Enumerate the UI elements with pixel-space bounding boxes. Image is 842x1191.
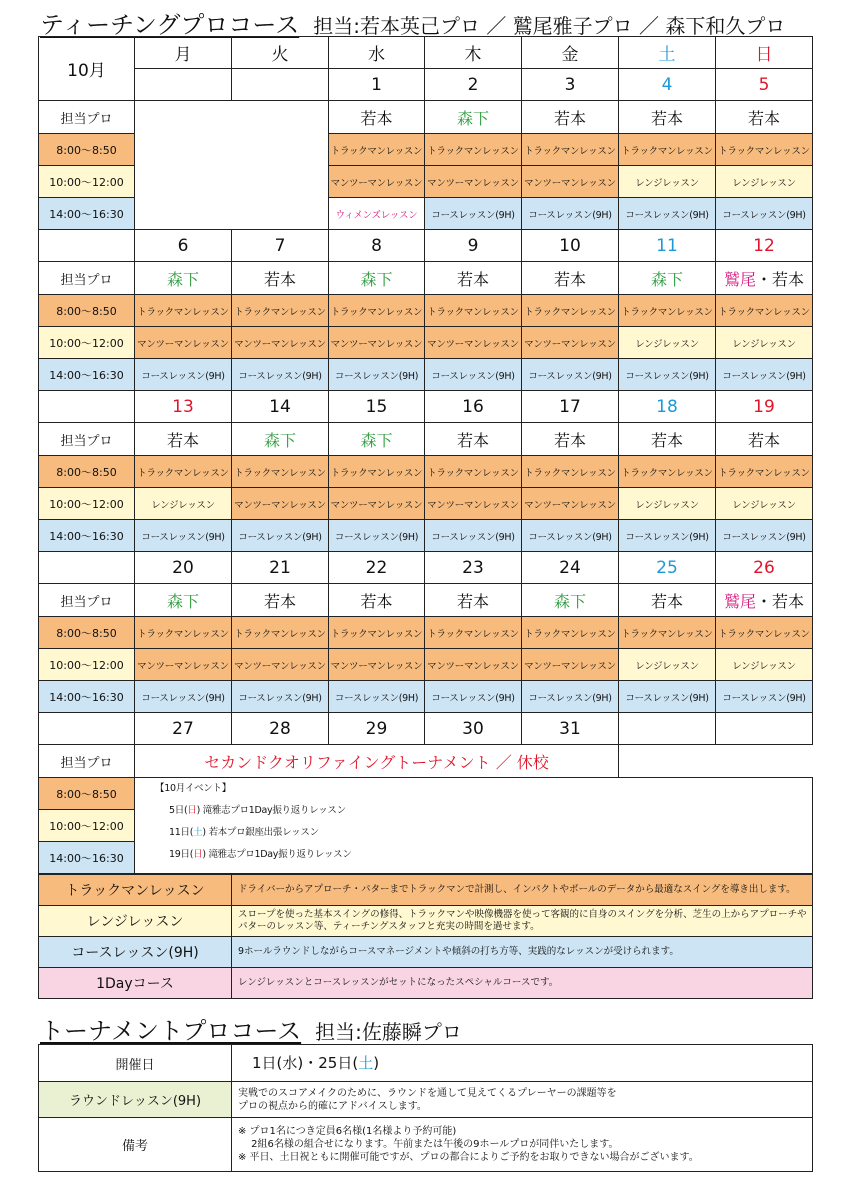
weekday-tue: 火 — [232, 37, 329, 69]
weekday-wed: 水 — [329, 37, 425, 69]
pro-cell: 森下 — [232, 423, 329, 456]
legend-trackman-desc: ドライバーからアプローチ・パターまでトラックマンで計測し、インパクトやボールのデータから最適なスイングを導き出します。 — [232, 875, 813, 906]
pro-cell: 森下 — [135, 262, 232, 295]
lesson-cell: コースレッスン(9H) — [135, 681, 232, 713]
notes-text — [232, 1118, 813, 1172]
day-10: 10 — [522, 230, 619, 262]
day-empty — [232, 69, 329, 101]
lesson-cell: マンツーマンレッスン — [329, 166, 425, 198]
tournament-course-header — [40, 1011, 462, 1046]
lesson-cell: トラックマンレッスン — [425, 295, 522, 327]
blank-area — [135, 101, 329, 230]
tournament-staff: 担当:佐藤瞬プロ — [315, 1020, 462, 1044]
lesson-cell: トラックマンレッスン — [232, 295, 329, 327]
teaching-course-title: ティーチングプロコース — [40, 11, 300, 39]
lesson-cell: レンジレッスン — [716, 166, 813, 198]
row-label-slot2: 10:00～12:00 — [39, 166, 135, 198]
lesson-cell: コースレッスン(9H) — [425, 359, 522, 391]
pro-cell: 若本 — [619, 423, 716, 456]
day-13: 13 — [135, 391, 232, 423]
event-item — [155, 822, 812, 844]
legend-1day: 1Dayコース — [39, 968, 232, 999]
lesson-cell: マンツーマンレッスン — [522, 327, 619, 359]
lesson-cell: コースレッスン(9H) — [716, 681, 813, 713]
lesson-cell: コースレッスン(9H) — [425, 681, 522, 713]
lesson-cell: トラックマンレッスン — [522, 617, 619, 649]
lesson-cell: コースレッスン(9H) — [232, 681, 329, 713]
lesson-cell: トラックマンレッスン — [619, 617, 716, 649]
note-line: ※ 平日、土日祝ともに開催可能ですが、プロの都合によりご予約をお取りできない場合がございます。 — [238, 1152, 699, 1163]
day-5: 5 — [716, 69, 813, 101]
pro-wakamoto: ・若本 — [756, 591, 805, 611]
lesson-cell: トラックマンレッスン — [135, 456, 232, 488]
row-label-slot1: 8:00～8:50 — [39, 134, 135, 166]
round-lesson-desc — [232, 1082, 813, 1118]
legend-course-desc: 9ホールラウンドしながらコースマネージメントや傾斜の打ち方等、実践的なレッスンが受けられます。 — [232, 937, 813, 968]
legend-1day-desc: レンジレッスンとコースレッスンがセットになったスペシャルコースです。 — [232, 968, 813, 999]
pro-cell: 森下 — [425, 101, 522, 134]
day-27: 27 — [135, 713, 232, 745]
date-saturday: 土 — [358, 1053, 374, 1072]
row-label-slot1: 8:00～8:50 — [39, 295, 135, 327]
day-29: 29 — [329, 713, 425, 745]
closed-notice: セカンドクオリファイングトーナメント ／ 休校 — [135, 745, 619, 778]
pro-cell: 若本 — [522, 262, 619, 295]
day-1: 1 — [329, 69, 425, 101]
lesson-cell: トラックマンレッスン — [425, 617, 522, 649]
lesson-cell: マンツーマンレッスン — [232, 649, 329, 681]
pro-cell: 若本 — [232, 262, 329, 295]
day-21: 21 — [232, 552, 329, 584]
row-label-slot3: 14:00～16:30 — [39, 842, 135, 874]
lesson-cell: トラックマンレッスン — [716, 617, 813, 649]
lesson-cell: レンジレッスン — [619, 327, 716, 359]
lesson-cell: トラックマンレッスン — [329, 295, 425, 327]
day-24: 24 — [522, 552, 619, 584]
lesson-cell: レンジレッスン — [716, 488, 813, 520]
day-30: 30 — [425, 713, 522, 745]
pro-cell: 森下 — [329, 423, 425, 456]
lesson-cell: レンジレッスン — [716, 327, 813, 359]
day-7: 7 — [232, 230, 329, 262]
lesson-cell: マンツーマンレッスン — [522, 488, 619, 520]
row-label-pro: 担当プロ — [39, 745, 135, 778]
lesson-cell: マンツーマンレッスン — [425, 649, 522, 681]
pro-cell: 若本 — [329, 584, 425, 617]
day-empty — [716, 713, 813, 745]
pro-cell: 若本 — [329, 101, 425, 134]
day-9: 9 — [425, 230, 522, 262]
event-weekday: 日 — [187, 805, 197, 816]
row-label-pro: 担当プロ — [39, 101, 135, 134]
row-label-slot3: 14:00～16:30 — [39, 359, 135, 391]
row-label-pro: 担当プロ — [39, 423, 135, 456]
row-label-slot2: 10:00～12:00 — [39, 327, 135, 359]
blank-cell — [619, 745, 813, 778]
lesson-cell: マンツーマンレッスン — [135, 327, 232, 359]
row-label-slot1: 8:00～8:50 — [39, 617, 135, 649]
lesson-cell: トラックマンレッスン — [522, 456, 619, 488]
pro-cell: 森下 — [619, 262, 716, 295]
day-22: 22 — [329, 552, 425, 584]
row-label-slot1: 8:00～8:50 — [39, 456, 135, 488]
lesson-cell: コースレッスン(9H) — [425, 520, 522, 552]
day-18: 18 — [619, 391, 716, 423]
pro-cell: 若本 — [425, 584, 522, 617]
day-label-empty — [39, 713, 135, 745]
lesson-cell: マンツーマンレッスン — [329, 649, 425, 681]
row-label-pro: 担当プロ — [39, 584, 135, 617]
pro-cell: 若本 — [716, 423, 813, 456]
pro-cell: 森下 — [522, 584, 619, 617]
pro-cell: 若本 — [232, 584, 329, 617]
date-label: 開催日 — [39, 1045, 232, 1082]
teaching-course-header — [40, 5, 785, 40]
lesson-cell: マンツーマンレッスン — [329, 488, 425, 520]
lesson-cell: トラックマンレッスン — [716, 456, 813, 488]
lesson-cell: コースレッスン(9H) — [522, 520, 619, 552]
day-11: 11 — [619, 230, 716, 262]
legend-trackman: トラックマンレッスン — [39, 875, 232, 906]
pro-cell: 森下 — [135, 584, 232, 617]
pro-cell — [716, 584, 813, 617]
lesson-cell: トラックマンレッスン — [329, 134, 425, 166]
lesson-cell: トラックマンレッスン — [716, 134, 813, 166]
lesson-cell: トラックマンレッスン — [522, 295, 619, 327]
event-text: 滝雅志プロ1Day振り返りレッスン — [202, 805, 346, 816]
date-value — [232, 1045, 813, 1082]
weekday-sun: 日 — [716, 37, 813, 69]
note-line: ※ プロ1名につき定員6名様(1名様より予約可能) — [238, 1126, 457, 1137]
pro-cell: 若本 — [619, 584, 716, 617]
pro-washio: 鷲尾 — [723, 591, 756, 611]
row-label-slot2: 10:00～12:00 — [39, 488, 135, 520]
pro-cell: 若本 — [716, 101, 813, 134]
event-date-end: ) — [196, 805, 200, 816]
lesson-cell: レンジレッスン — [619, 488, 716, 520]
lesson-cell: コースレッスン(9H) — [619, 681, 716, 713]
day-15: 15 — [329, 391, 425, 423]
october-events — [135, 778, 813, 874]
lesson-cell: トラックマンレッスン — [619, 456, 716, 488]
lesson-cell: コースレッスン(9H) — [329, 681, 425, 713]
day-label-empty — [39, 230, 135, 262]
lesson-cell: コースレッスン(9H) — [619, 359, 716, 391]
lesson-cell: コースレッスン(9H) — [522, 359, 619, 391]
lesson-cell: マンツーマンレッスン — [135, 649, 232, 681]
lesson-cell: コースレッスン(9H) — [619, 520, 716, 552]
row-label-slot2: 10:00～12:00 — [39, 649, 135, 681]
pro-cell: 森下 — [329, 262, 425, 295]
pro-wakamoto: ・若本 — [756, 269, 805, 289]
event-date-end: ) — [202, 849, 206, 860]
lesson-cell: マンツーマンレッスン — [425, 166, 522, 198]
lesson-cell: トラックマンレッスン — [232, 617, 329, 649]
day-23: 23 — [425, 552, 522, 584]
day-3: 3 — [522, 69, 619, 101]
round-desc-line: 実戦でのスコアメイクのために、ラウンドを通して見えてくるプレーヤーの課題等を — [238, 1087, 617, 1099]
lesson-cell: トラックマンレッスン — [522, 134, 619, 166]
lesson-cell: マンツーマンレッスン — [522, 166, 619, 198]
round-desc-line: プロの視点から的確にアドバイスします。 — [238, 1100, 427, 1112]
weekday-sat: 土 — [619, 37, 716, 69]
event-date: 19日( — [169, 849, 194, 860]
event-text: 滝雅志プロ1Day振り返りレッスン — [208, 849, 352, 860]
pro-washio: 鷲尾 — [723, 269, 756, 289]
lesson-cell: ウィメンズレッスン — [329, 198, 425, 230]
day-empty — [619, 713, 716, 745]
tournament-course-title: トーナメントプロコース — [40, 1017, 302, 1045]
day-28: 28 — [232, 713, 329, 745]
lesson-cell: コースレッスン(9H) — [716, 520, 813, 552]
lesson-cell: コースレッスン(9H) — [716, 198, 813, 230]
weekday-mon: 月 — [135, 37, 232, 69]
lesson-cell: コースレッスン(9H) — [232, 520, 329, 552]
weekday-thu: 木 — [425, 37, 522, 69]
legend-course: コースレッスン(9H) — [39, 937, 232, 968]
events-title: 【10月イベント】 — [155, 783, 231, 794]
day-2: 2 — [425, 69, 522, 101]
lesson-cell: マンツーマンレッスン — [232, 488, 329, 520]
lesson-cell: コースレッスン(9H) — [522, 198, 619, 230]
lesson-cell: コースレッスン(9H) — [619, 198, 716, 230]
lesson-cell: コースレッスン(9H) — [135, 359, 232, 391]
lesson-cell: トラックマンレッスン — [329, 456, 425, 488]
legend-range: レンジレッスン — [39, 906, 232, 937]
event-item — [155, 800, 812, 822]
day-20: 20 — [135, 552, 232, 584]
note-line: 2組6名様の組合せになります。午前または午後の9ホールプロが同伴いたします。 — [238, 1139, 619, 1150]
lesson-cell: コースレッスン(9H) — [522, 681, 619, 713]
lesson-cell: マンツーマンレッスン — [425, 488, 522, 520]
day-4: 4 — [619, 69, 716, 101]
day-6: 6 — [135, 230, 232, 262]
event-weekday: 土 — [193, 827, 203, 838]
row-label-slot3: 14:00～16:30 — [39, 681, 135, 713]
date-text: 1日(水)・25日( — [252, 1053, 359, 1072]
lesson-cell: マンツーマンレッスン — [522, 649, 619, 681]
lesson-cell: コースレッスン(9H) — [232, 359, 329, 391]
pro-cell: 若本 — [522, 101, 619, 134]
row-label-pro: 担当プロ — [39, 262, 135, 295]
row-label-slot2: 10:00～12:00 — [39, 810, 135, 842]
date-text-end: ) — [373, 1053, 380, 1072]
lesson-cell: トラックマンレッスン — [619, 295, 716, 327]
row-label-slot1: 8:00～8:50 — [39, 778, 135, 810]
pro-cell: 若本 — [135, 423, 232, 456]
day-12: 12 — [716, 230, 813, 262]
event-text: 若本プロ銀座出張レッスン — [208, 827, 319, 838]
day-empty — [135, 69, 232, 101]
event-weekday: 日 — [193, 849, 203, 860]
month-label: 10月 — [39, 37, 135, 101]
teaching-staff: 担当:若本英己プロ ／ 鷲尾雅子プロ ／ 森下和久プロ — [313, 14, 786, 38]
lesson-cell: トラックマンレッスン — [425, 456, 522, 488]
lesson-cell: コースレッスン(9H) — [329, 520, 425, 552]
lesson-cell: トラックマンレッスン — [619, 134, 716, 166]
lesson-cell: コースレッスン(9H) — [329, 359, 425, 391]
day-26: 26 — [716, 552, 813, 584]
pro-cell: 若本 — [522, 423, 619, 456]
lesson-legend — [38, 874, 813, 999]
day-14: 14 — [232, 391, 329, 423]
lesson-cell: レンジレッスン — [716, 649, 813, 681]
lesson-cell: トラックマンレッスン — [329, 617, 425, 649]
lesson-cell: コースレッスン(9H) — [425, 198, 522, 230]
lesson-cell: レンジレッスン — [619, 649, 716, 681]
event-date: 11日( — [169, 827, 194, 838]
pro-cell: 若本 — [425, 423, 522, 456]
pro-cell: 若本 — [619, 101, 716, 134]
lesson-cell: レンジレッスン — [135, 488, 232, 520]
day-label-empty — [39, 391, 135, 423]
day-17: 17 — [522, 391, 619, 423]
pro-cell: 若本 — [425, 262, 522, 295]
lesson-cell: レンジレッスン — [619, 166, 716, 198]
lesson-cell: マンツーマンレッスン — [425, 327, 522, 359]
day-label-empty — [39, 552, 135, 584]
event-date: 5日( — [169, 805, 188, 816]
weekday-fri: 金 — [522, 37, 619, 69]
lesson-cell: コースレッスン(9H) — [135, 520, 232, 552]
day-25: 25 — [619, 552, 716, 584]
lesson-cell: トラックマンレッスン — [232, 456, 329, 488]
day-16: 16 — [425, 391, 522, 423]
day-8: 8 — [329, 230, 425, 262]
lesson-cell: トラックマンレッスン — [716, 295, 813, 327]
october-calendar — [38, 36, 813, 874]
lesson-cell: トラックマンレッスン — [135, 617, 232, 649]
row-label-slot3: 14:00～16:30 — [39, 520, 135, 552]
lesson-cell: トラックマンレッスン — [135, 295, 232, 327]
day-31: 31 — [522, 713, 619, 745]
pro-cell — [716, 262, 813, 295]
lesson-cell: コースレッスン(9H) — [716, 359, 813, 391]
lesson-cell: マンツーマンレッスン — [329, 327, 425, 359]
event-date-end: ) — [202, 827, 206, 838]
row-label-slot3: 14:00～16:30 — [39, 198, 135, 230]
tournament-info — [38, 1044, 813, 1172]
day-19: 19 — [716, 391, 813, 423]
lesson-cell: マンツーマンレッスン — [232, 327, 329, 359]
notes-label: 備考 — [39, 1118, 232, 1172]
lesson-cell: トラックマンレッスン — [425, 134, 522, 166]
event-item — [155, 844, 812, 866]
round-lesson-label: ラウンドレッスン(9H) — [39, 1082, 232, 1118]
legend-range-desc: スロープを使った基本スイングの修得、トラックマンや映像機器を使って客観的に自身のスイングを分析、芝生の上からアプローチやパターのレッスン等、ティーチングスタッフと充実の時間を過せます。 — [232, 906, 813, 937]
